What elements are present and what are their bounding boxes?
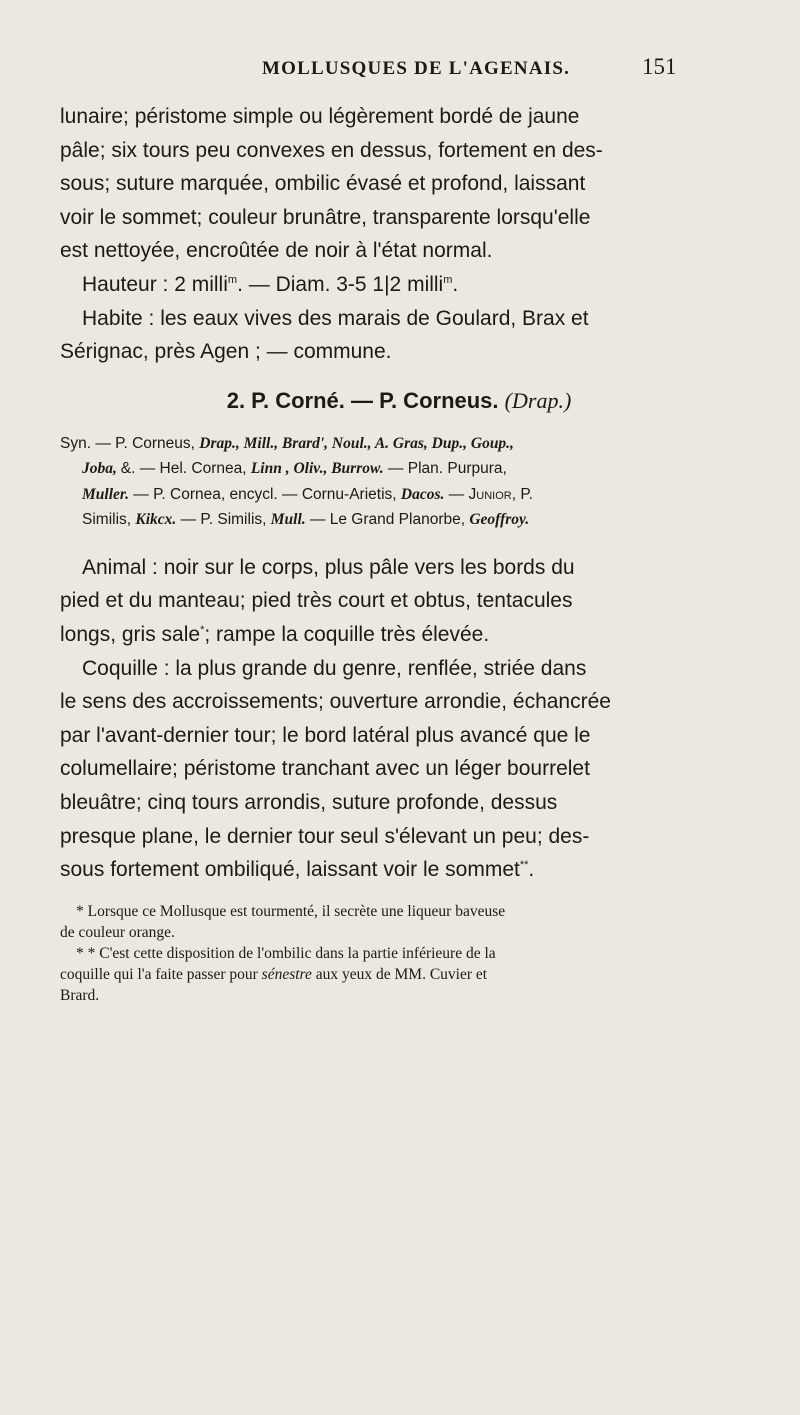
syn-authors: Muller. xyxy=(82,485,129,503)
paragraph-description-2 xyxy=(60,551,738,887)
measure-end: . xyxy=(452,272,459,296)
text-line: par l'avant-dernier tour; le bord latéral plus avancé que le xyxy=(60,723,591,747)
text-line xyxy=(60,853,738,887)
text-line xyxy=(60,618,738,652)
text-body xyxy=(60,100,738,1006)
paragraph-description-1 xyxy=(60,100,738,268)
synonym-line xyxy=(60,456,738,482)
synonyms-block xyxy=(60,431,738,533)
text-line: presque plane, le dernier tour seul s'élevant un peu; des- xyxy=(60,824,590,848)
text-line: Sérignac, près Agen ; — commune. xyxy=(60,340,392,364)
text-line: columellaire; péristome tranchant avec un léger bourrelet xyxy=(60,757,590,781)
syn-authors: Geoffroy. xyxy=(469,511,530,529)
text-line: lunaire; péristome simple ou légèrement bordé de jaune xyxy=(60,105,580,128)
unit-superscript: m xyxy=(443,273,453,286)
text-line: Habite : les eaux vives des marais de Goulard, Brax et xyxy=(82,306,589,330)
text-line: Animal : noir sur le corps, plus pâle vers les bords du xyxy=(82,555,575,579)
running-title-part1: MOLLUSQUES DE L xyxy=(262,58,463,79)
text-line: pâle; six tours peu convexes en dessus, fortement en des- xyxy=(60,138,603,162)
footnote-fragment: coquille qui l'a faite passer pour xyxy=(60,965,262,983)
syn-text: — Plan. Purpura, xyxy=(383,460,507,478)
text-line: est nettoyée, encroûtée de noir à l'état normal. xyxy=(60,239,493,263)
running-title-part2: 'AGENAIS. xyxy=(462,58,571,79)
syn-authors: Drap., Mill., Brard', Noul., A. Gras, Dup., Goup., xyxy=(199,434,514,452)
footnote-line: de couleur orange. xyxy=(60,923,175,941)
syn-text: — Le Grand Planorbe, xyxy=(305,511,470,529)
species-heading-text: 2. P. Corné. — P. Corneus. xyxy=(226,387,499,413)
measure-diameter: . — Diam. 3-5 1|2 milli xyxy=(237,272,444,296)
footnote-mark: * xyxy=(200,623,205,636)
syn-authors: Linn , Oliv., Burrow. xyxy=(250,460,384,478)
footnote-fragment: sénestre xyxy=(261,965,312,983)
species-heading xyxy=(60,381,738,421)
synonym-line xyxy=(60,431,738,457)
syn-text: Similis, xyxy=(82,511,136,529)
text-line: Coquille : la plus grande du genre, renflée, striée dans xyxy=(82,656,587,680)
syn-author-smallcaps: Junior xyxy=(468,485,512,503)
footnotes xyxy=(60,901,738,1006)
unit-superscript: m xyxy=(227,273,238,286)
syn-text: &. — Hel. Cornea, xyxy=(120,460,251,478)
footnote-line: * Lorsque ce Mollusque est tourmenté, il secrète une liqueur baveuse xyxy=(76,902,506,920)
text-line: le sens des accroissements; ouverture arrondie, échancrée xyxy=(60,690,611,714)
measurements-line xyxy=(60,268,738,302)
measure-height: Hauteur : 2 milli xyxy=(82,272,228,296)
synonym-line xyxy=(60,482,738,508)
syn-text: , P. xyxy=(511,485,533,503)
text-fragment: . xyxy=(528,858,535,882)
running-header xyxy=(0,52,800,86)
page-number: 151 xyxy=(642,54,677,79)
syn-text: — P. Similis, xyxy=(176,511,271,529)
text-fragment: ; rampe la coquille très élevée. xyxy=(204,622,490,646)
footnote-line: Brard. xyxy=(60,986,100,1004)
syn-authors: Mull. xyxy=(270,511,306,529)
habitat-paragraph xyxy=(60,302,738,369)
footnote-mark: ** xyxy=(519,859,529,872)
syn-authors: Joba, xyxy=(82,460,121,478)
text-line: sous; suture marquée, ombilic évasé et profond, laissant xyxy=(60,172,586,196)
species-author: (Drap.) xyxy=(504,387,572,413)
text-fragment: sous fortement ombiliqué, laissant voir le sommet xyxy=(60,858,520,882)
footnote-line xyxy=(60,964,738,985)
syn-authors: Dacos. xyxy=(400,485,445,503)
syn-authors: Kikcx. xyxy=(135,511,177,529)
running-title xyxy=(262,58,570,80)
syn-text: — xyxy=(444,485,469,503)
text-line: pied et du manteau; pied très court et obtus, tentacules xyxy=(60,589,573,613)
text-fragment: longs, gris sale xyxy=(60,622,201,646)
syn-text: Syn. — P. Corneus, xyxy=(60,434,200,452)
synonym-line xyxy=(60,507,738,533)
text-line: voir le sommet; couleur brunâtre, transparente lorsqu'elle xyxy=(60,205,591,229)
footnote-line: * * C'est cette disposition de l'ombilic dans la partie inférieure de la xyxy=(76,944,496,962)
footnote-fragment: aux yeux de MM. Cuvier et xyxy=(311,965,488,983)
text-line: bleuâtre; cinq tours arrondis, suture profonde, dessus xyxy=(60,790,558,814)
syn-text: — P. Cornea, encycl. — Cornu-Arietis, xyxy=(128,485,401,503)
